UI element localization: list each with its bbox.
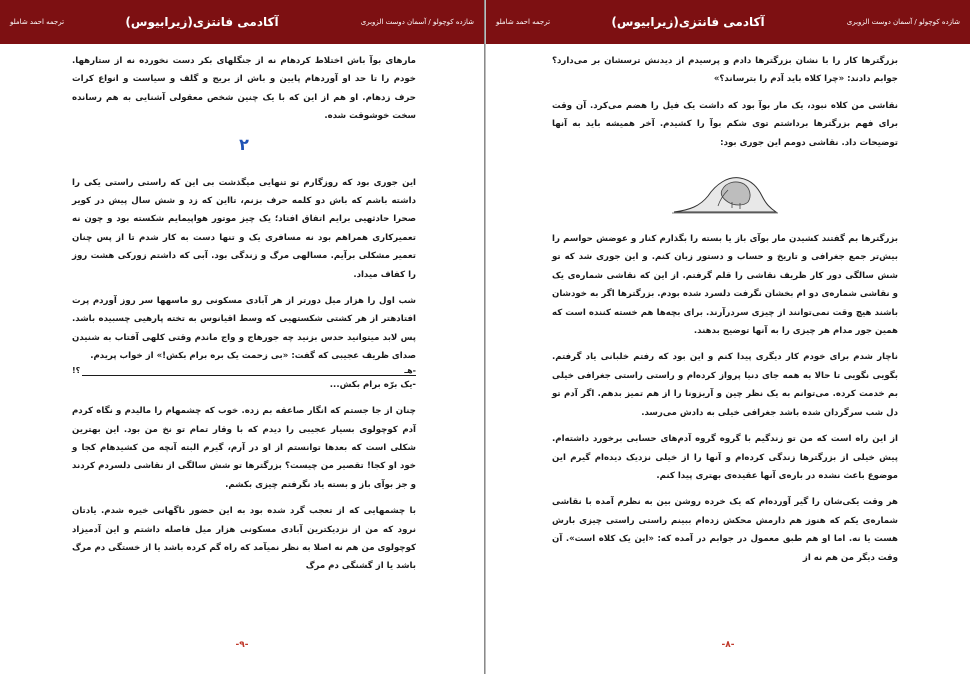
paragraph: با چشمهایی که از تعجب گرد شده بود به این حضور ناگهانی خیره شدم. یادتان نرود که من از نزدیکترین آبادی مسکونی هزار میل فاصله داشتم و این آدمیزاد کوچولوی من هم نه اصلا به نظر نمیآمد که راه گم کرده باشد یا از خستگی دم مرگ باشد یا از گشنگی دم مرگ bbox=[72, 506, 416, 572]
paragraph: ناچار شدم برای خودم کار دیگری پیدا کنم و این بود که رفتم خلبانی یاد گرفتم. بگویی نگویی تا حالا به همه جای دنیا پرواز کرده‌ام و راستی راستی جغرافی خیلی بم خدمت کرده. می‌توانم به یک نظر چین و آریزونا را از هم تمیز بدهم. اگر آدم تو دل شب سرگردان شده باشد جغرافی خیلی به دادش می‌رسد. bbox=[552, 352, 898, 418]
paragraph: از این راه است که من تو زندگیم با گروه گروه آدم‌های حسابی برخورد داشته‌ام. پیش خیلی از بزرگترها زندگی کرده‌ام و آنها را از خیلی نزدیک دیده‌ام گیرم این موضوع باعث نشده در باره‌ی آنها عقیده‌ی بهتری پیدا کنم. bbox=[552, 434, 898, 481]
header-subtitle: شازده کوچولو / آسمان دوست الزوبری bbox=[846, 18, 960, 26]
paragraph: بزرگترها کار را با نشان بزرگترها دادم و پرسیدم از دیدنش ترسشان بر می‌دارد؟ جوابم دادند: «چرا کلاه باید آدم را بترساند؟» bbox=[552, 56, 898, 85]
page-right bbox=[485, 0, 970, 674]
paragraph: هر وقت یکی‌شان را گیر آورده‌ام که یک خرده روشن بین به نظرم آمده با نقاشی شماره‌ی یکم که هنوز هم دارمش محکش زده‌ام ببینم راستی راستی چیزی بارش هست یا نه. اما او هم طبق معمول در جوابم در آمده که: «این یک کلاه است». آن وقت دیگر من هم نه از bbox=[552, 497, 898, 563]
paragraph: نقاشی من کلاه نبود، یک مار بوآ بود که داشت یک فیل را هضم می‌کرد. آن وقت برای فهم بزرگترها برداشتم توی شکم بوآ را کشیدم. آخر همیشه باید به آنها توضیحات داد. نقاشی دومم این جوری بود: bbox=[552, 100, 898, 148]
header-subtitle: شازده کوچولو / آسمان دوست الزوبری bbox=[360, 18, 474, 26]
dialogue-start: -هـ bbox=[404, 365, 416, 375]
paragraph: بزرگترها بم گفتند کشیدن مار بوآی باز یا بسته را بگذارم کنار و عوضش حواسم را بیش‌تر جمع جغرافی و تاریخ و حساب و دستور زبان کنم. و این جوری شد که تو شش سالگی دور کار ظریف نقاشی را قلم گرفتم. از این که نقاشی شماره‌ی یک و نقاشی شماره‌ی دو ام بخشان نگرفت دلسرد شده بودم. بزرگترها اگر به خودشان باشند هیچ وقت نمی‌توانند از چیزی سردرآرند. برای بچه‌ها هم خسته کننده است که همین جور مدام هر چیزی را به آنها توضیح بدهند. bbox=[552, 234, 898, 337]
header-translator: ترجمه احمد شاملو bbox=[10, 18, 65, 26]
paragraph: مارهای بوآ باش اختلاط کردهام نه از جنگلهای بکر دست نخورده نه از ستارهها. خودم را تا حد او آوردهام پایین و باش از بریج و گلف و سیاست و انواع کرات حرف زدهام. او هم از این که با یک چنین شخص معقولی آشنایی به هم رسانده سخت خوشوقت شده. bbox=[72, 56, 416, 122]
paragraph: این جوری بود که روزگارم تو تنهایی میگذشت بی این که راستی راستی یکی را داشته باشم که باش دو کلمه حرف بزنم، تااین که زد و شش سال پیش در کویر صحرا حادثهیی برایم اتفاق افتاد؛ یک چیز موتور هواپیمایم شکسته بود و چون نه تعمیرکاری همراهم بود نه مسافری یک و تنها دست به کار شدم تا از پس چنان تعمیر مشکلی برآیم. مسالهی مرگ و زندگی بود. آبی که داشتم زورکی هشت روز را کفاف میداد. bbox=[72, 177, 416, 280]
header-title: آکادمی فانتزی(زیرابیوس) bbox=[125, 15, 279, 29]
page-header bbox=[486, 0, 970, 44]
page-header bbox=[0, 0, 484, 44]
paragraph: چنان از جا جستم که انگار صاعقه بم زده. خوب که چشمهام را مالیدم و نگاه کردم آدم کوچولوی بسیار عجیبی را دیدم که با وقار تمام تو نخ من بود. این بهترین شکلی است که بعدها توانستم از او در آرم، گیرم البته آنچه من کشیدهام کجا و خود او کجا! تقصیر من چیست؟ بزرگترها تو شش سالگی از نقاشی دلسردم کردند و جز بوآی باز و بسته یاد نگرفتم چیزی بکشم. bbox=[72, 406, 416, 490]
page-number: -۹- bbox=[235, 640, 249, 650]
page-text bbox=[552, 52, 898, 575]
page-number: -۸- bbox=[721, 640, 735, 650]
dialogue-end: ؟! bbox=[72, 365, 81, 375]
elephant-in-boa-illustration bbox=[670, 166, 780, 218]
header-translator: ترجمه احمد شاملو bbox=[496, 18, 551, 26]
paragraph: شب اول را هزار میل دورتر از هر آبادی مسکونی رو ماسهها سر روز آوردم پرت افتادهتر از هر کشتی شکستهیی که وسط اقیانوس به تخته پارهیی چسبیده باشد. پس لابد میتوانید حدس بزنید چه جورهاج و واج ماندم وقتی کلهی آفتاب به شنیدن صدای ظریف عجیبی که گفت: «بی زحمت یک بره برام بکش!» از خواب پریدم. bbox=[72, 296, 416, 362]
page-text bbox=[72, 52, 416, 584]
dialogue-line: -یک برّه برام بکش... bbox=[329, 379, 416, 390]
dialogue-dash-line bbox=[72, 365, 416, 376]
header-title: آکادمی فانتزی(زیرابیوس) bbox=[611, 15, 765, 29]
chapter-number: ۲ bbox=[239, 134, 249, 154]
